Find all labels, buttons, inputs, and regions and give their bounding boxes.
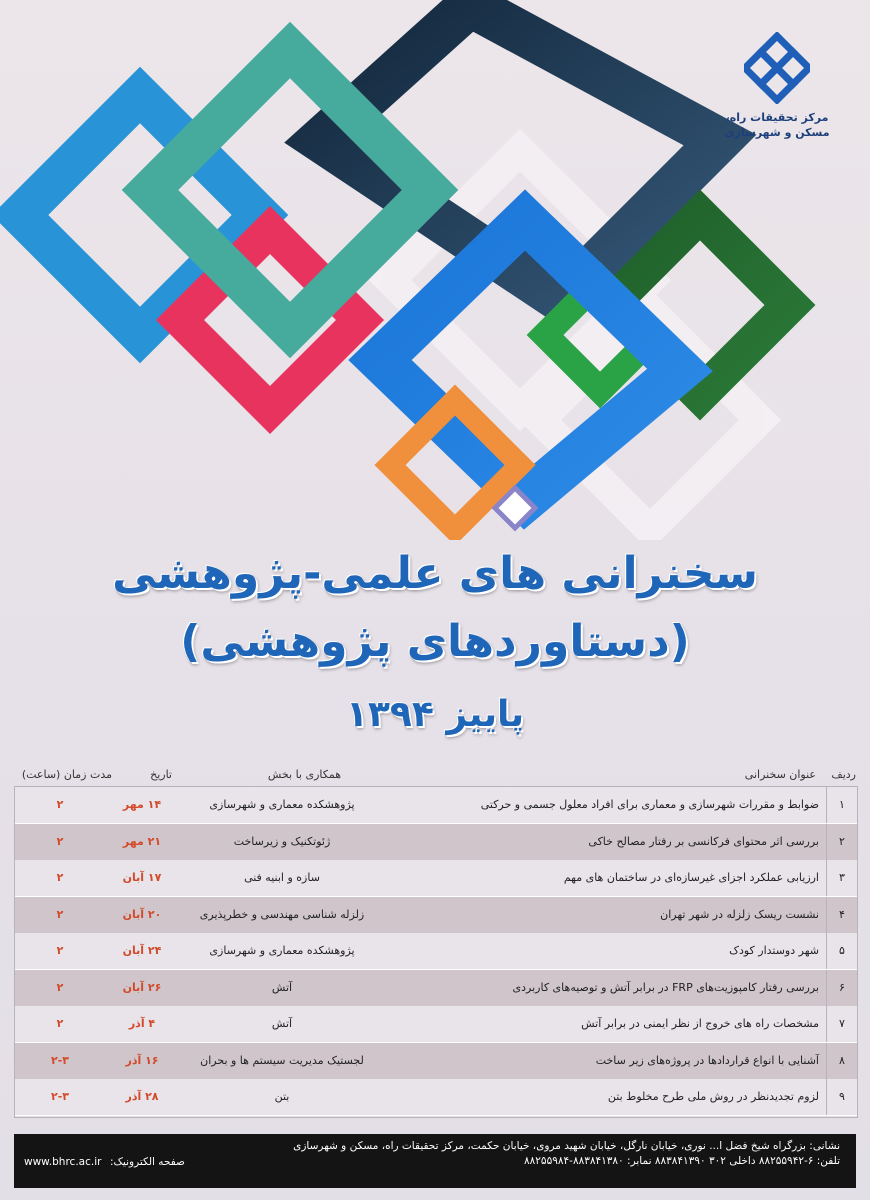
row-index: ۵ [826,933,857,969]
row-index: ۲ [826,824,857,860]
season-title: پاییز ۱۳۹۴ [345,694,525,735]
row-date: ۲۰ آبان [122,907,162,921]
main-title: سخنرانی های علمی-پژوهشی [112,548,758,599]
row-duration: ۲-۳ [51,1053,69,1067]
header-row-number: ردیف [831,768,856,781]
logo-name-line1: مرکز تحقیقات راه، [725,111,829,124]
row-index: ۳ [826,860,857,896]
row-date: ۱۴ مهر [122,798,162,811]
row-date: ۲۴ آبان [122,944,162,957]
row-title: بررسی اثر محتوای فرکانسی بر رفتار مصالح خاکی [588,834,819,848]
footer-website-link[interactable]: www.bhrc.ac.ir [24,1156,102,1168]
table-row [15,1079,857,1116]
row-cooperation: آتش [271,980,293,994]
header-date: تاریخ [150,768,172,781]
logo-name-line2: مسکن و شهرسازی [724,126,830,139]
header-lecture-title: عنوان سخنرانی [744,768,816,781]
lectures-table [14,786,858,1118]
row-cooperation: زلزله شناسی مهندسی و خطرپذیری [199,907,365,921]
row-index: ۴ [826,897,857,933]
table-header [14,766,856,784]
row-duration: ۲ [56,944,64,957]
header-cooperation: همکاری با بخش [267,768,341,781]
row-cooperation: سازه و ابنیه فنی [244,871,320,884]
row-index: ۶ [826,970,857,1006]
table-row [15,787,857,824]
row-duration: ۲ [56,834,64,848]
bhrc-logo [722,32,832,140]
row-date: ۱۶ آذر [125,1053,159,1067]
row-title: مشخصات راه های خروج از نظر ایمنی در برابر آتش [581,1017,819,1030]
row-index: ۷ [826,1006,857,1042]
row-cooperation: بتن [274,1090,290,1103]
table-row [15,824,857,861]
footer-email-label: صفحه الکترونیک: [110,1156,185,1168]
contact-footer [14,1134,856,1188]
row-title: ضوابط و مقررات شهرسازی و معماری برای افراد معلول جسمی و حرکتی [480,798,819,811]
footer-address: نشانی: بزرگراه شیخ فضل ا... نوری، خیابان نارگل، خیابان شهید مروی، خیابان حکمت، مرکز تحقیقات راه، مسکن و شهرسازی [293,1140,840,1152]
row-title: نشست ریسک زلزله در شهر تهران [660,907,819,921]
table-row [15,933,857,970]
row-title: شهر دوستدار کودک [729,944,819,957]
row-cooperation: لجستیک مدیریت سیستم ها و بحران [200,1053,364,1067]
row-cooperation: آتش [271,1017,293,1030]
row-index: ۸ [826,1043,857,1079]
row-duration: ۲ [56,798,64,811]
footer-phone: تلفن: ۶-۸۸۲۵۵۹۴۲ داخلی ۳۰۲ ۸۸۳۸۴۱۳۹۰ نمابر: ۸۸۳۸۴۱۳۸۰-۸۸۲۵۵۹۸۴ [524,1155,840,1167]
table-row [15,1043,857,1080]
row-date: ۲۶ آبان [122,980,162,994]
table-row [15,860,857,897]
row-title: آشنایی با انواع قراردادها در پروژه‌های زیر ساخت [595,1053,819,1067]
sub-title: (دستاوردهای پژوهشی) [180,616,690,667]
row-date: ۲۱ مهر [122,834,162,848]
row-duration: ۲ [56,907,64,921]
header-duration: مدت زمان (ساعت) [21,768,112,781]
row-cooperation: ژئوتکنیک و زیرساخت [233,834,331,848]
table-row [15,897,857,934]
row-cooperation: پژوهشکده معماری و شهرسازی [209,944,355,957]
table-row [15,1006,857,1043]
row-title: لزوم تجدیدنظر در روش ملی طرح مخلوط بتن [607,1090,819,1103]
row-date: ۲۸ آذر [125,1090,159,1103]
row-index: ۹ [826,1079,857,1115]
row-index: ۱ [826,787,857,823]
row-duration: ۲-۳ [51,1090,69,1103]
table-row [15,970,857,1007]
bhrc-emblem-icon [744,32,810,104]
row-title: ارزیابی عملکرد اجزای غیرسازه‌ای در ساختمان های مهم [563,871,819,884]
row-date: ۱۷ آبان [122,871,162,884]
row-duration: ۲ [56,980,64,994]
row-duration: ۲ [56,871,64,884]
row-title: بررسی رفتار کامپوزیت‌های FRP در برابر آتش و توصیه‌های کاربردی [512,980,819,994]
row-duration: ۲ [56,1017,64,1030]
row-date: ۴ آذر [128,1017,156,1030]
row-cooperation: پژوهشکده معماری و شهرسازی [209,798,355,811]
